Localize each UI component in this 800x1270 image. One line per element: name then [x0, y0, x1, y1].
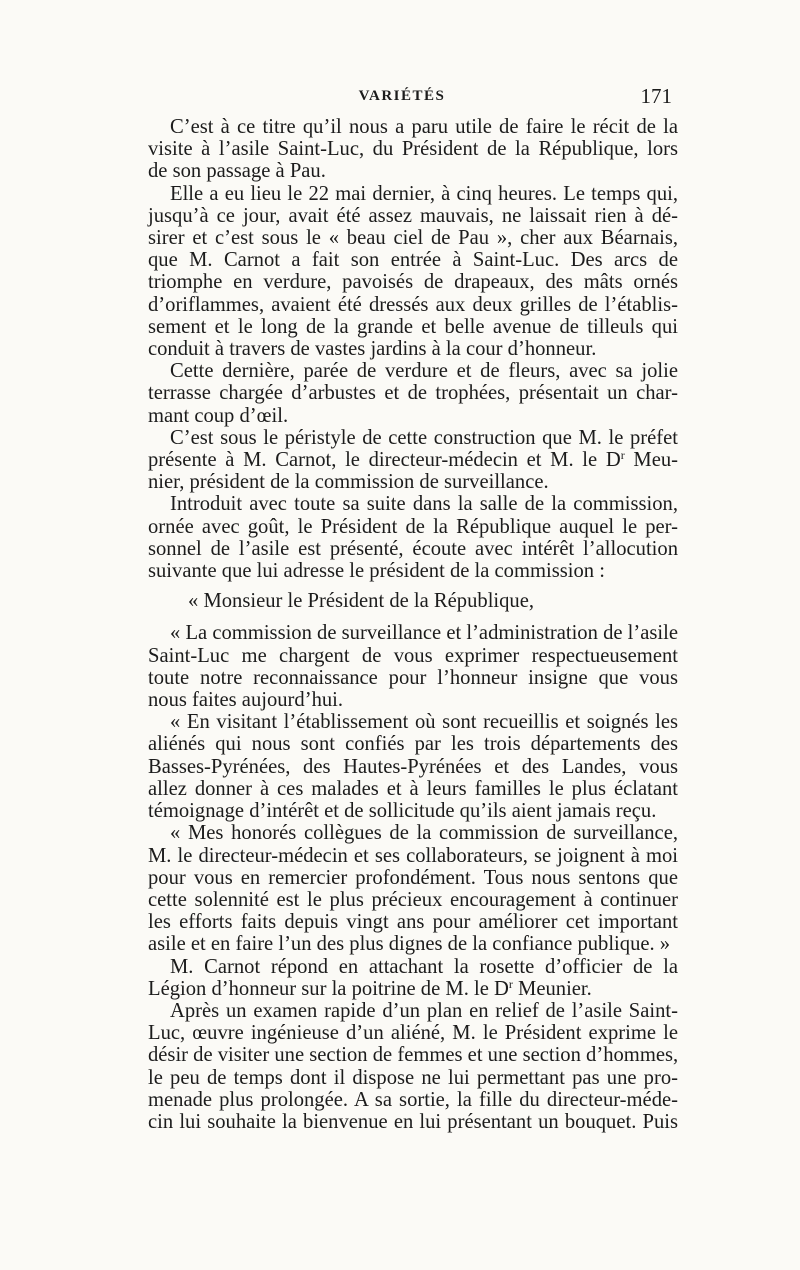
- line-text: ornée avec goût, le Président de la République auquel le per-: [148, 515, 678, 538]
- line-text: Légion d’honneur sur la poitrine de M. le D: [148, 977, 509, 1000]
- line-text: asile et en faire l’un des plus dignes de la confiance publique. »: [148, 933, 671, 956]
- line-text: M. le directeur-médecin et ses collaborateurs, se joignent à moi: [148, 844, 678, 867]
- text-line: [126, 756, 678, 778]
- text-line: [126, 1000, 678, 1022]
- text-line: [126, 427, 678, 449]
- speech-paragraph: [126, 822, 678, 955]
- text-line: [126, 845, 678, 867]
- text-line: [126, 538, 678, 560]
- line-text: mant coup d’œil.: [148, 404, 289, 427]
- line-text: nier, président de la commission de surveillance.: [148, 471, 549, 494]
- line-text: Basses-Pyrénées, des Hautes-Pyrénées et des Landes, vous: [148, 755, 678, 778]
- text-line: [126, 271, 678, 293]
- line-text: Après un examen rapide d’un plan en relief de l’asile Saint-: [170, 999, 678, 1022]
- line-text: Cette dernière, parée de verdure et de fleurs, avec sa jolie: [170, 360, 678, 383]
- line-text: menade plus prolongée. A sa sortie, la fille du directeur-méde-: [148, 1088, 678, 1111]
- text-line: [126, 622, 678, 644]
- line-text: désir de visiter une section de femmes et une section d’hommes,: [148, 1044, 679, 1067]
- speech-paragraph: [126, 622, 678, 711]
- text-line: [126, 338, 678, 360]
- line-text: sement et le long de la grande et belle avenue de tilleuls qui: [148, 315, 678, 338]
- text-line: [126, 1089, 678, 1111]
- text-line: [126, 560, 678, 582]
- line-text: sirer et c’est sous le « beau ciel de Pau », cher aux Béarnais,: [148, 227, 678, 250]
- line-text-after-superscript: Meunier.: [512, 977, 592, 1000]
- paragraph: [126, 1000, 678, 1133]
- text-line: [126, 689, 678, 711]
- text-line: [126, 867, 678, 889]
- text-line: [126, 493, 678, 515]
- paragraph: [126, 956, 678, 1000]
- line-text: Introduit avec toute sa suite dans la salle de la commission,: [170, 493, 678, 516]
- superscript: r: [508, 976, 513, 991]
- paragraph: [126, 427, 678, 494]
- text-line: [126, 667, 678, 689]
- line-text: toute notre reconnaissance pour l’honneur insigne que vous: [148, 666, 678, 689]
- text-line: [126, 800, 678, 822]
- text-line: [126, 516, 678, 538]
- paragraph: [126, 116, 678, 183]
- text-line: [126, 160, 678, 182]
- line-text: C’est à ce titre qu’il nous a paru utile de faire le récit de la: [170, 116, 678, 138]
- line-text: le peu de temps dont il dispose ne lui permettant pas une pro-: [148, 1066, 678, 1089]
- text-line: [126, 1067, 678, 1089]
- text-line: [126, 382, 678, 404]
- body-text: [126, 116, 678, 1133]
- line-text: nous faites aujourd’hui.: [148, 689, 344, 712]
- paragraph: [126, 360, 678, 427]
- text-line: [126, 294, 678, 316]
- text-line: [126, 449, 678, 471]
- line-text: de son passage à Pau.: [148, 160, 326, 183]
- text-line: [126, 978, 678, 1000]
- text-line: [126, 471, 678, 493]
- line-text: « La commission de surveillance et l’administration de l’asile: [170, 622, 678, 645]
- superscript: r: [620, 448, 625, 463]
- text-line: [126, 778, 678, 800]
- page-header: [126, 84, 678, 114]
- line-text: suivante que lui adresse le président de la commission :: [148, 560, 605, 583]
- line-text: aliénés qui nous sont confiés par les trois départements des: [148, 733, 678, 756]
- line-text: Saint-Luc me chargent de vous exprimer respectueusement: [148, 644, 678, 667]
- line-text: allez donner à ces malades et à leurs familles le plus éclatant: [148, 777, 678, 800]
- text-line: [126, 911, 678, 933]
- line-text: « En visitant l’établissement où sont recueillis et soignés les: [170, 711, 678, 734]
- text-line: [126, 360, 678, 382]
- line-text: cette solennité est le plus précieux encouragement à continuer: [148, 888, 678, 911]
- line-text: visite à l’asile Saint-Luc, du Président de la République, lors: [148, 138, 678, 161]
- line-text: d’oriflammes, avaient été dressés aux deux grilles de l’établis-: [148, 293, 678, 316]
- line-text: présente à M. Carnot, le directeur-médecin et M. le D: [148, 449, 621, 472]
- text-line: [126, 645, 678, 667]
- running-title: VARIÉTÉS: [358, 88, 446, 104]
- line-text: conduit à travers de vastes jardins à la cour d’honneur.: [148, 338, 597, 361]
- text-line: [126, 405, 678, 427]
- line-text: sonnel de l’asile est présenté, écoute avec intérêt l’allocution: [148, 537, 678, 560]
- text-line: [126, 183, 678, 205]
- line-text: que M. Carnot a fait son entrée à Saint-Luc. Des arcs de: [148, 249, 678, 272]
- line-text: C’est sous le péristyle de cette construction que M. le préfet: [170, 426, 678, 449]
- text-line: [126, 733, 678, 755]
- line-text: « Mes honorés collègues de la commission de surveillance,: [170, 822, 678, 845]
- text-line: [126, 227, 678, 249]
- text-line: [126, 1111, 678, 1133]
- line-text: les efforts faits depuis vingt ans pour améliorer cet important: [148, 911, 678, 934]
- line-text: cin lui souhaite la bienvenue en lui présentant un bouquet. Puis: [148, 1110, 678, 1133]
- line-text: triomphe en verdure, pavoisés de drapeaux, des mâts ornés: [148, 271, 678, 294]
- text-line: [126, 889, 678, 911]
- text-line: [126, 711, 678, 733]
- line-text: témoignage d’intérêt et de sollicitude qu’ils aient jamais reçu.: [148, 800, 657, 823]
- line-text: terrasse chargée d’arbustes et de trophées, présentait un char-: [148, 382, 678, 405]
- speech-paragraph: [126, 711, 678, 822]
- line-text: pour vous en remercier profondément. Tous nous sentons que: [148, 866, 678, 889]
- line-text: M. Carnot répond en attachant la rosette d’officier de la: [170, 955, 678, 978]
- paragraph: [126, 493, 678, 582]
- text-line: [126, 822, 678, 844]
- speech-salutation: « Monsieur le Président de la République,: [188, 590, 535, 613]
- text-line: [126, 1022, 678, 1044]
- text-line: [126, 138, 678, 160]
- page-number: 171: [640, 84, 672, 108]
- text-line: [126, 956, 678, 978]
- text-line: [126, 205, 678, 227]
- text-line: [126, 933, 678, 955]
- text-line: [126, 249, 678, 271]
- text-line: [126, 1044, 678, 1066]
- line-text: Luc, œuvre ingénieuse d’un aliéné, M. le Président exprime le: [148, 1022, 678, 1045]
- text-line: [126, 316, 678, 338]
- line-text: Elle a eu lieu le 22 mai dernier, à cinq heures. Le temps qui,: [170, 182, 678, 205]
- line-text: jusqu’à ce jour, avait été assez mauvais, ne laissait rien à dé-: [148, 204, 678, 227]
- line-text-after-superscript: Meu-: [624, 449, 678, 472]
- paragraph: [126, 183, 678, 361]
- text-line: [126, 116, 678, 138]
